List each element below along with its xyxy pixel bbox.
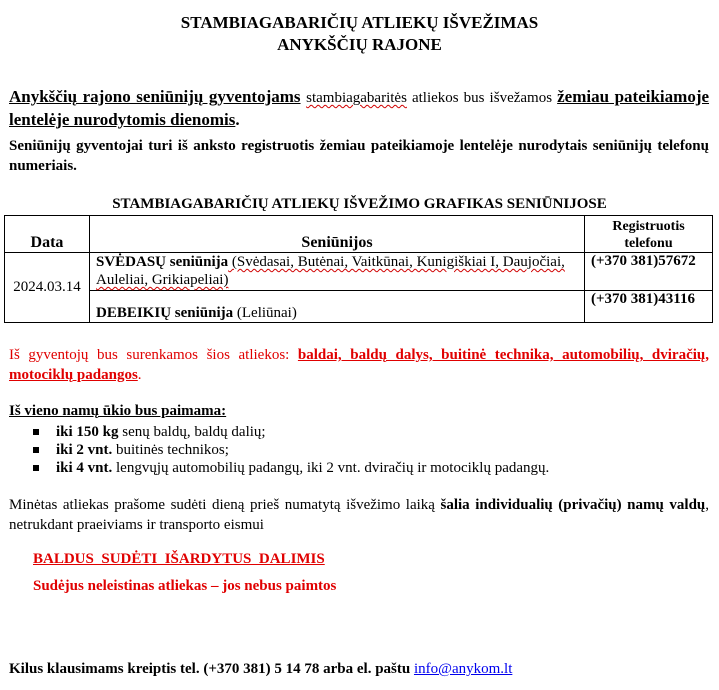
- warning-disassemble: BALDUS SUDĖTI IŠARDYTUS DALIMIS: [33, 551, 325, 567]
- list-item: [30, 459, 549, 477]
- schedule-title: STAMBIAGABARIČIŲ ATLIEKŲ IŠVEŽIMO GRAFIKAS SENIŪNIJOSE: [112, 196, 607, 212]
- limits-list: [30, 423, 549, 477]
- list-item: [30, 441, 549, 459]
- collected-paragraph: [9, 345, 709, 385]
- col-district-header: Seniūnijos: [90, 216, 585, 253]
- district-phone: (+370 381)43116: [585, 291, 713, 323]
- district-name: DEBEIKIŲ seniūnija: [96, 305, 234, 321]
- email-link[interactable]: info@anykom.lt: [413, 661, 513, 677]
- limit-description: senų baldų, baldų dalių;: [118, 424, 266, 440]
- col-phone-header-line2: telefonu: [624, 236, 673, 251]
- district-villages: (Svėdasai, Butėnai, Vaitkūnai, Kunigiškiai I, Daujočiai, Auleliai, Grikiapeliai): [96, 254, 565, 288]
- limits-heading: Iš vieno namų ūkio bus paimama:: [9, 403, 227, 419]
- title-line-2: ANYKŠČIŲ RAJONE: [277, 35, 442, 54]
- col-phone-header: [585, 216, 713, 253]
- schedule-table: [4, 215, 713, 323]
- contact-line: [9, 661, 512, 678]
- district-villages: (Leliūnai): [233, 305, 297, 321]
- contact-text: Kilus klausimams kreiptis tel. (+370 381) 5 14 78 arba el. paštu: [9, 661, 414, 677]
- table-row: [5, 291, 713, 323]
- intro-period: .: [235, 110, 240, 129]
- registration-note: Seniūnijų gyventojai turi iš anksto registruotis žemiau pateikiamoje lentelėje nurodytais seniūnijų telefonų numeriais.: [9, 138, 709, 174]
- intro-collected: atliekos bus išvežamos: [406, 90, 558, 106]
- intro-bulky: stambiagabaritės: [306, 90, 407, 106]
- list-item: [30, 423, 549, 441]
- limit-description: lengvųjų automobilių padangų, iki 2 vnt. dviračių ir motociklų padangų.: [112, 460, 550, 476]
- collected-end: .: [137, 367, 142, 383]
- intro-residents: Anykščių rajono seniūnijų gyventojams: [9, 87, 301, 106]
- district-name: SVĖDASŲ seniūnija: [96, 254, 229, 270]
- intro-dates: žemiau pateikiamoje lentelėje nurodytomis dienomis: [9, 87, 710, 129]
- placement-location: šalia individualių (privačių) namų valdų: [440, 497, 706, 513]
- schedule-date: 2024.03.14: [5, 253, 90, 323]
- district-cell: [90, 253, 585, 291]
- col-date-header: Data: [5, 216, 90, 253]
- district-cell: [90, 291, 585, 323]
- limit-amount: iki 4 vnt.: [56, 460, 113, 476]
- placement-text: Minėtas atliekas prašome sudėti dieną prieš numatytą išvežimo laiką: [9, 497, 441, 513]
- limit-description: buitinės technikos;: [112, 442, 229, 458]
- collected-lead: Iš gyventojų bus surenkamos šios atliekos:: [9, 347, 298, 363]
- table-row: [5, 253, 713, 291]
- table-header-row: [5, 216, 713, 253]
- placement-paragraph: [9, 495, 709, 535]
- limit-amount: iki 150 kg: [56, 424, 119, 440]
- placement-note: , netrukdant praeiviams ir transporto eismui: [9, 497, 709, 533]
- collected-items: baldai, baldų dalys, buitinė technika, automobilių, dviračių, motociklų padangos: [9, 347, 710, 383]
- title-line-1: STAMBIAGABARIČIŲ ATLIEKŲ IŠVEŽIMAS: [180, 13, 539, 32]
- warning-not-collected: Sudėjus neleistinas atliekas – jos nebus paimtos: [33, 578, 337, 594]
- limit-amount: iki 2 vnt.: [56, 442, 113, 458]
- intro-paragraph: [9, 86, 709, 131]
- district-phone: (+370 381)57672: [585, 253, 713, 291]
- page-title: [0, 12, 719, 56]
- col-phone-header-line1: Registruotis: [612, 219, 685, 234]
